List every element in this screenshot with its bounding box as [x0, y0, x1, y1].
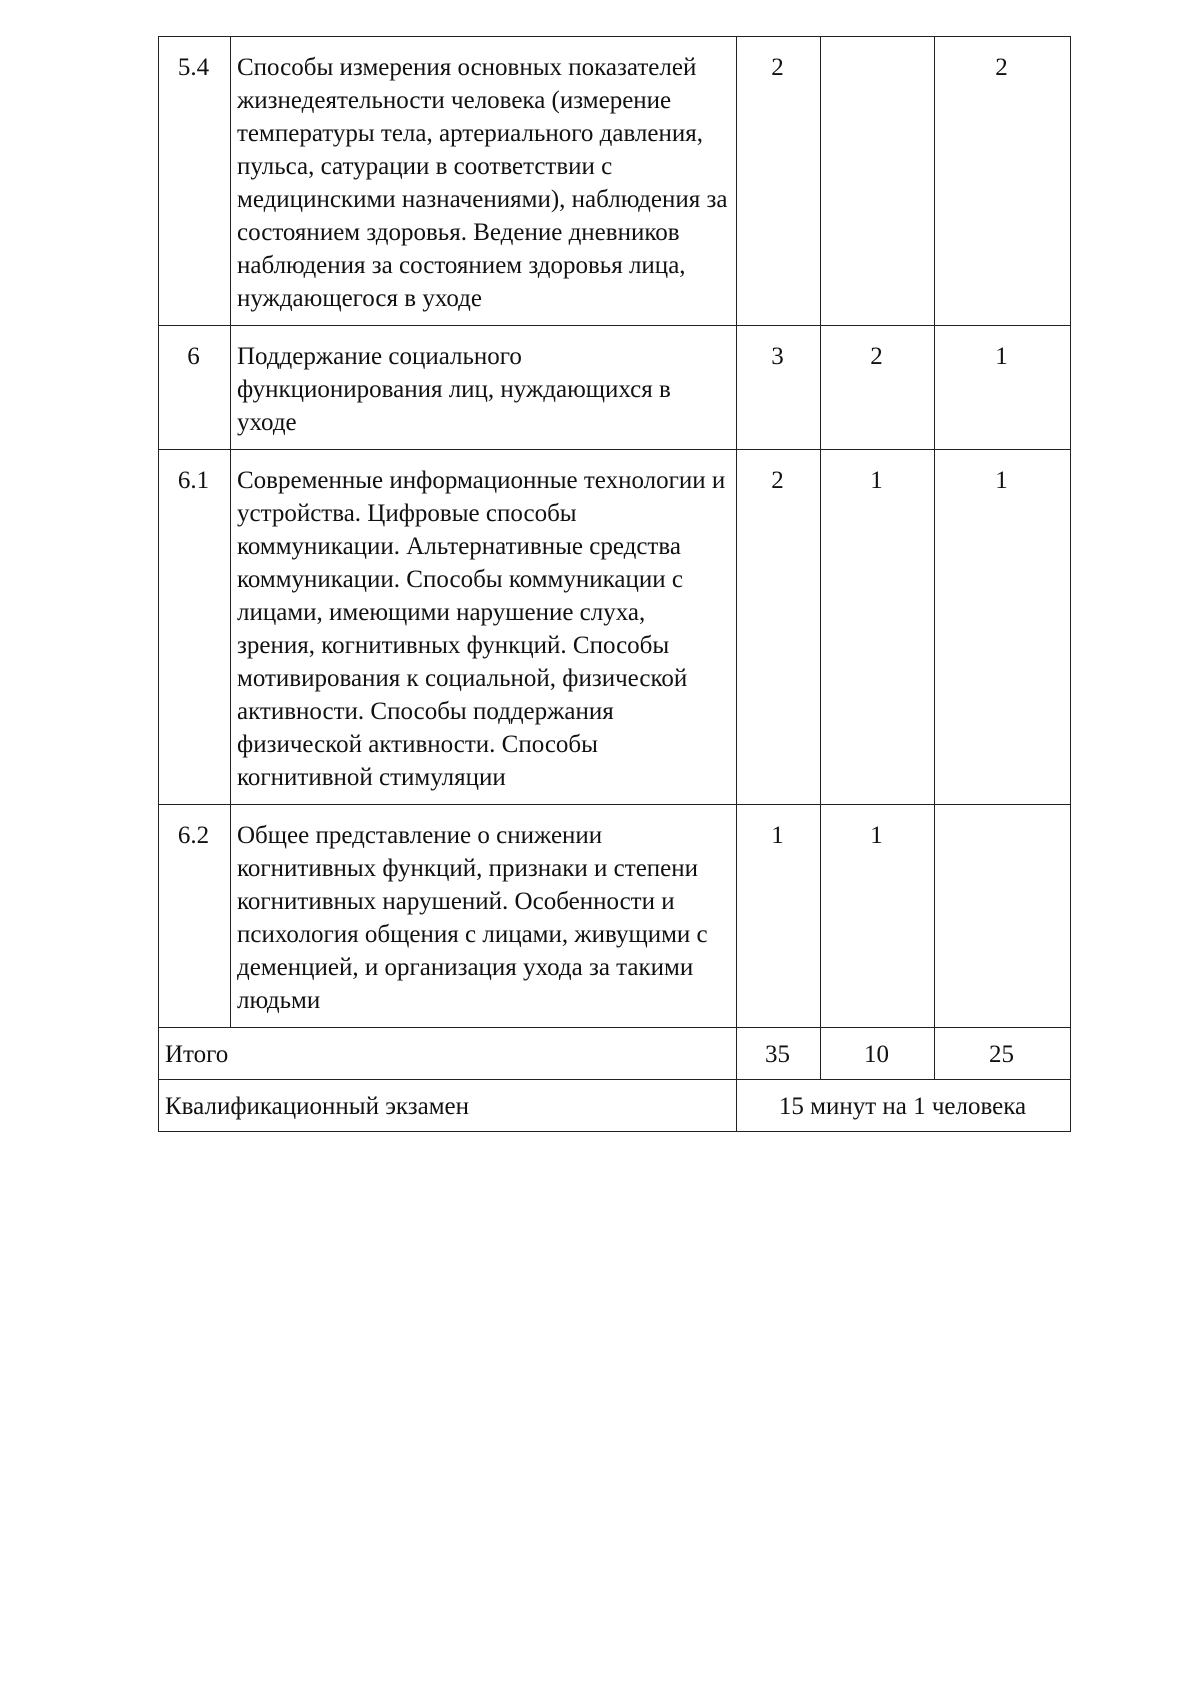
- row-number-cell: 6.2: [159, 805, 231, 1028]
- total-hours-cell: 35: [737, 1028, 821, 1080]
- exam-label: Квалификационный экзамен: [159, 1080, 737, 1132]
- row-number-cell: 6.1: [159, 450, 231, 805]
- topic-cell: Общее представление о снижении когнитивных функций, признаки и степени когнитивных нарушений. Особенности и психология общения с лицами, живущими с деменцией, и организация ухода за такими людьми: [231, 805, 737, 1028]
- row-number-cell: 5.4: [159, 37, 231, 326]
- hours-theory-cell: 1: [821, 805, 935, 1028]
- topic-cell: Способы измерения основных показателей жизнедеятельности человека (измерение температуры тела, артериального давления, пульса, сатурации в соответствии с медицинскими назначениями), наблюдения за состоянием здоровья. Ведение дневников наблюдения за состоянием здоровья лица, нуждающегося в уходе: [231, 37, 737, 326]
- total-row: [159, 1028, 1071, 1080]
- total-label: Итого: [159, 1028, 737, 1080]
- total-theory-cell: 10: [821, 1028, 935, 1080]
- hours-practice-cell: 2: [935, 37, 1071, 326]
- topic-cell: Современные информационные технологии и устройства. Цифровые способы коммуникации. Альтернативные средства коммуникации. Способы коммуникации с лицами, имеющими нарушение слуха, зрения, когнитивных функций. Способы мотивирования к социальной, физической активности. Способы поддержания физической активности. Способы когнитивной стимуляции: [231, 450, 737, 805]
- hours-theory-cell: [821, 37, 935, 326]
- hours-practice-cell: 1: [935, 326, 1071, 450]
- row-number-cell: 6: [159, 326, 231, 450]
- table-row: [159, 805, 1071, 1028]
- table-row: [159, 450, 1071, 805]
- hours-theory-cell: 1: [821, 450, 935, 805]
- hours-practice-cell: 1: [935, 450, 1071, 805]
- exam-row: [159, 1080, 1071, 1132]
- hours-total-cell: 1: [737, 805, 821, 1028]
- hours-theory-cell: 2: [821, 326, 935, 450]
- curriculum-table: [158, 36, 1071, 1132]
- topic-cell: Поддержание социального функционирования лиц, нуждающихся в уходе: [231, 326, 737, 450]
- total-practice-cell: 25: [935, 1028, 1071, 1080]
- hours-total-cell: 3: [737, 326, 821, 450]
- hours-total-cell: 2: [737, 37, 821, 326]
- exam-duration: 15 минут на 1 человека: [737, 1080, 1071, 1132]
- hours-practice-cell: [935, 805, 1071, 1028]
- table-row: [159, 37, 1071, 326]
- hours-total-cell: 2: [737, 450, 821, 805]
- table-row: [159, 326, 1071, 450]
